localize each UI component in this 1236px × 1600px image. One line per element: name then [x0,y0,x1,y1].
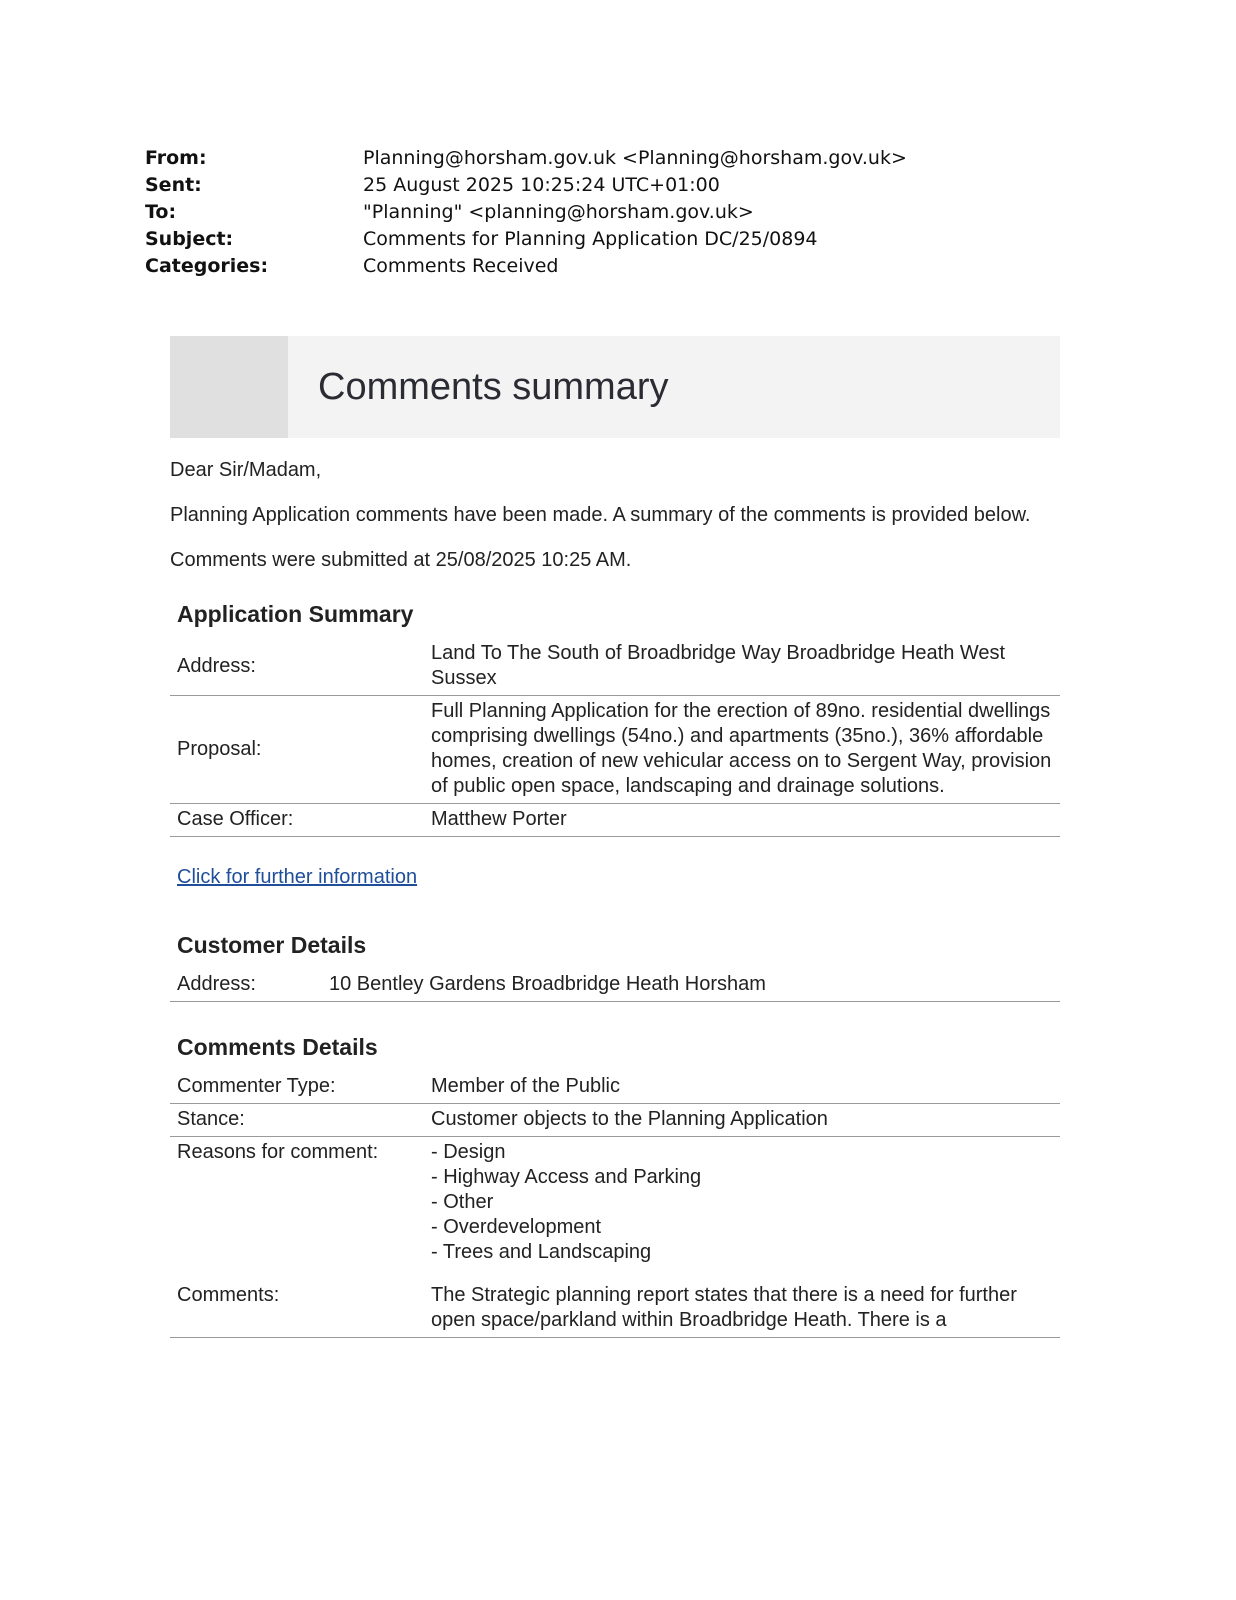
comments-details-title: Comments Details [177,1034,378,1060]
email-from-row [145,145,1045,172]
commenter-type-value: Member of the Public [424,1071,1060,1104]
reason-item: - Highway Access and Parking [431,1166,702,1188]
comments-label: Comments: [170,1269,424,1338]
to-value: "Planning" <planning@horsham.gov.uk> [363,201,754,223]
table-row [170,969,1060,1002]
app-officer-label: Case Officer: [170,804,424,837]
reason-item: - Overdevelopment [431,1216,602,1238]
table-row [170,696,1060,804]
customer-details-table [170,969,1060,1002]
table-row [170,638,1060,696]
stance-value: Customer objects to the Planning Application [424,1104,1060,1137]
table-row [170,1071,1060,1104]
categories-value: Comments Received [363,255,559,277]
further-info-link-wrap [170,865,1060,890]
app-address-label: Address: [170,638,424,696]
reasons-label: Reasons for comment: [177,1141,379,1163]
email-sent-row [145,172,1045,199]
further-info-link[interactable]: Click for further information [177,866,418,888]
app-officer-value: Matthew Porter [424,804,1060,837]
table-row [170,804,1060,837]
app-proposal-value: Full Planning Application for the erection of 89no. residential dwellings comprising dwellings (54no.) and apartments (35no.), 36% affordable homes, creation of new vehicular access on to Sergent Way, provision of public open space, landscaping and drainage solutions. [424,696,1060,804]
table-row [170,1104,1060,1137]
subject-value: Comments for Planning Application DC/25/0894 [363,228,818,250]
commenter-type-label: Commenter Type: [170,1071,424,1104]
from-value: Planning@horsham.gov.uk <Planning@horsham.gov.uk> [363,147,907,169]
comments-value: The Strategic planning report states that there is a need for further open space/parkland within Broadbridge Heath. There is a [424,1269,1060,1338]
application-summary-title: Application Summary [177,601,414,627]
email-subject-row [145,226,1045,253]
summary-banner [170,336,1060,438]
submitted-paragraph: Comments were submitted at 25/08/2025 10:25 AM. [170,549,632,571]
to-label: To: [145,201,177,223]
app-proposal-label: Proposal: [170,696,424,804]
email-to-row [145,199,1045,226]
table-row [170,1269,1060,1338]
email-header [145,145,1045,280]
reason-item: - Trees and Landscaping [431,1241,652,1263]
table-row [170,1137,1060,1270]
customer-details-title: Customer Details [177,932,367,958]
reason-item: - Other [431,1191,494,1213]
categories-label: Categories: [145,255,269,277]
reasons-list [424,1137,1060,1270]
comments-details-table [170,1071,1060,1338]
banner-title: Comments summary [318,366,669,408]
cust-address-label: Address: [170,969,322,1002]
stance-label: Stance: [170,1104,424,1137]
email-categories-row [145,253,1045,280]
email-body [170,336,1060,1338]
application-summary-table [170,638,1060,837]
greeting: Dear Sir/Madam, [170,459,322,481]
subject-label: Subject: [145,228,234,250]
from-label: From: [145,147,207,169]
intro-paragraph: Planning Application comments have been made. A summary of the comments is provided below. [170,504,1031,526]
banner-accent-block [170,336,288,438]
cust-address-value: 10 Bentley Gardens Broadbridge Heath Horsham [322,969,1060,1002]
sent-label: Sent: [145,174,202,196]
sent-value: 25 August 2025 10:25:24 UTC+01:00 [363,174,720,196]
app-address-value: Land To The South of Broadbridge Way Broadbridge Heath West Sussex [424,638,1060,696]
reason-item: - Design [431,1141,506,1163]
